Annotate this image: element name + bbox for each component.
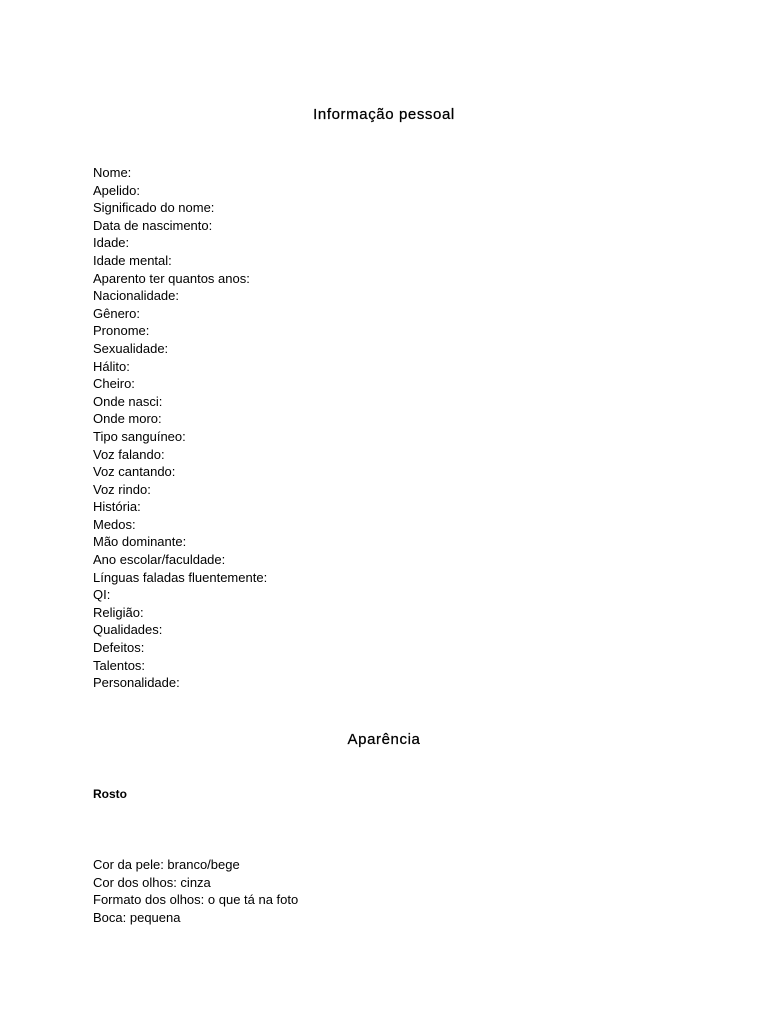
field-label: Ano escolar/faculdade: (93, 552, 226, 568)
appearance-field: Formato dos olhos: o que tá na foto (93, 892, 299, 908)
field-label: Onde moro: (93, 411, 162, 427)
field-label: Voz falando: (93, 446, 165, 462)
field-label: Nome: (93, 165, 132, 180)
field-label: Significado do nome: (93, 200, 215, 216)
field-label: Religião: (93, 604, 144, 620)
field-label: Sexualidade: (93, 340, 169, 356)
appearance-field-list (93, 856, 298, 926)
field-label: Defeitos: (93, 640, 145, 656)
field-label: Mão dominante: (93, 534, 187, 550)
field-label: Tipo sanguíneo: (93, 428, 186, 444)
field-label: Apelido: (93, 182, 140, 198)
appearance-field: Cor dos olhos: cinza (93, 874, 211, 890)
field-label: Línguas faladas fluentemente: (93, 569, 268, 585)
field-label: Nacionalidade: (93, 288, 180, 304)
field-label: Voz cantando: (93, 464, 176, 480)
field-label: História: (93, 499, 141, 515)
field-label: Qualidades: (93, 622, 163, 638)
field-label: Hálito: (93, 358, 130, 374)
field-label: Cheiro: (93, 376, 135, 392)
field-label: Medos: (93, 516, 136, 532)
field-label: Gênero: (93, 305, 140, 321)
appearance-field: Boca: pequena (93, 909, 181, 925)
field-label: Talentos: (93, 657, 146, 673)
field-label: Voz rindo: (93, 481, 151, 497)
subsection-title-face: Rosto (93, 787, 127, 801)
section-title-personal-info: Informação pessoal (313, 106, 455, 123)
field-label: Idade mental: (93, 252, 172, 268)
field-label: Onde nasci: (93, 393, 163, 409)
appearance-field: Cor da pele: branco/bege (93, 857, 240, 872)
personal-info-field-list (93, 164, 267, 692)
field-label: QI: (93, 587, 111, 603)
field-label: Personalidade: (93, 675, 180, 691)
field-label: Pronome: (93, 323, 150, 339)
section-title-appearance: Aparência (347, 731, 421, 748)
field-label: Idade: (93, 235, 130, 251)
field-label: Data de nascimento: (93, 217, 213, 233)
field-label: Aparento ter quantos anos: (93, 270, 250, 286)
